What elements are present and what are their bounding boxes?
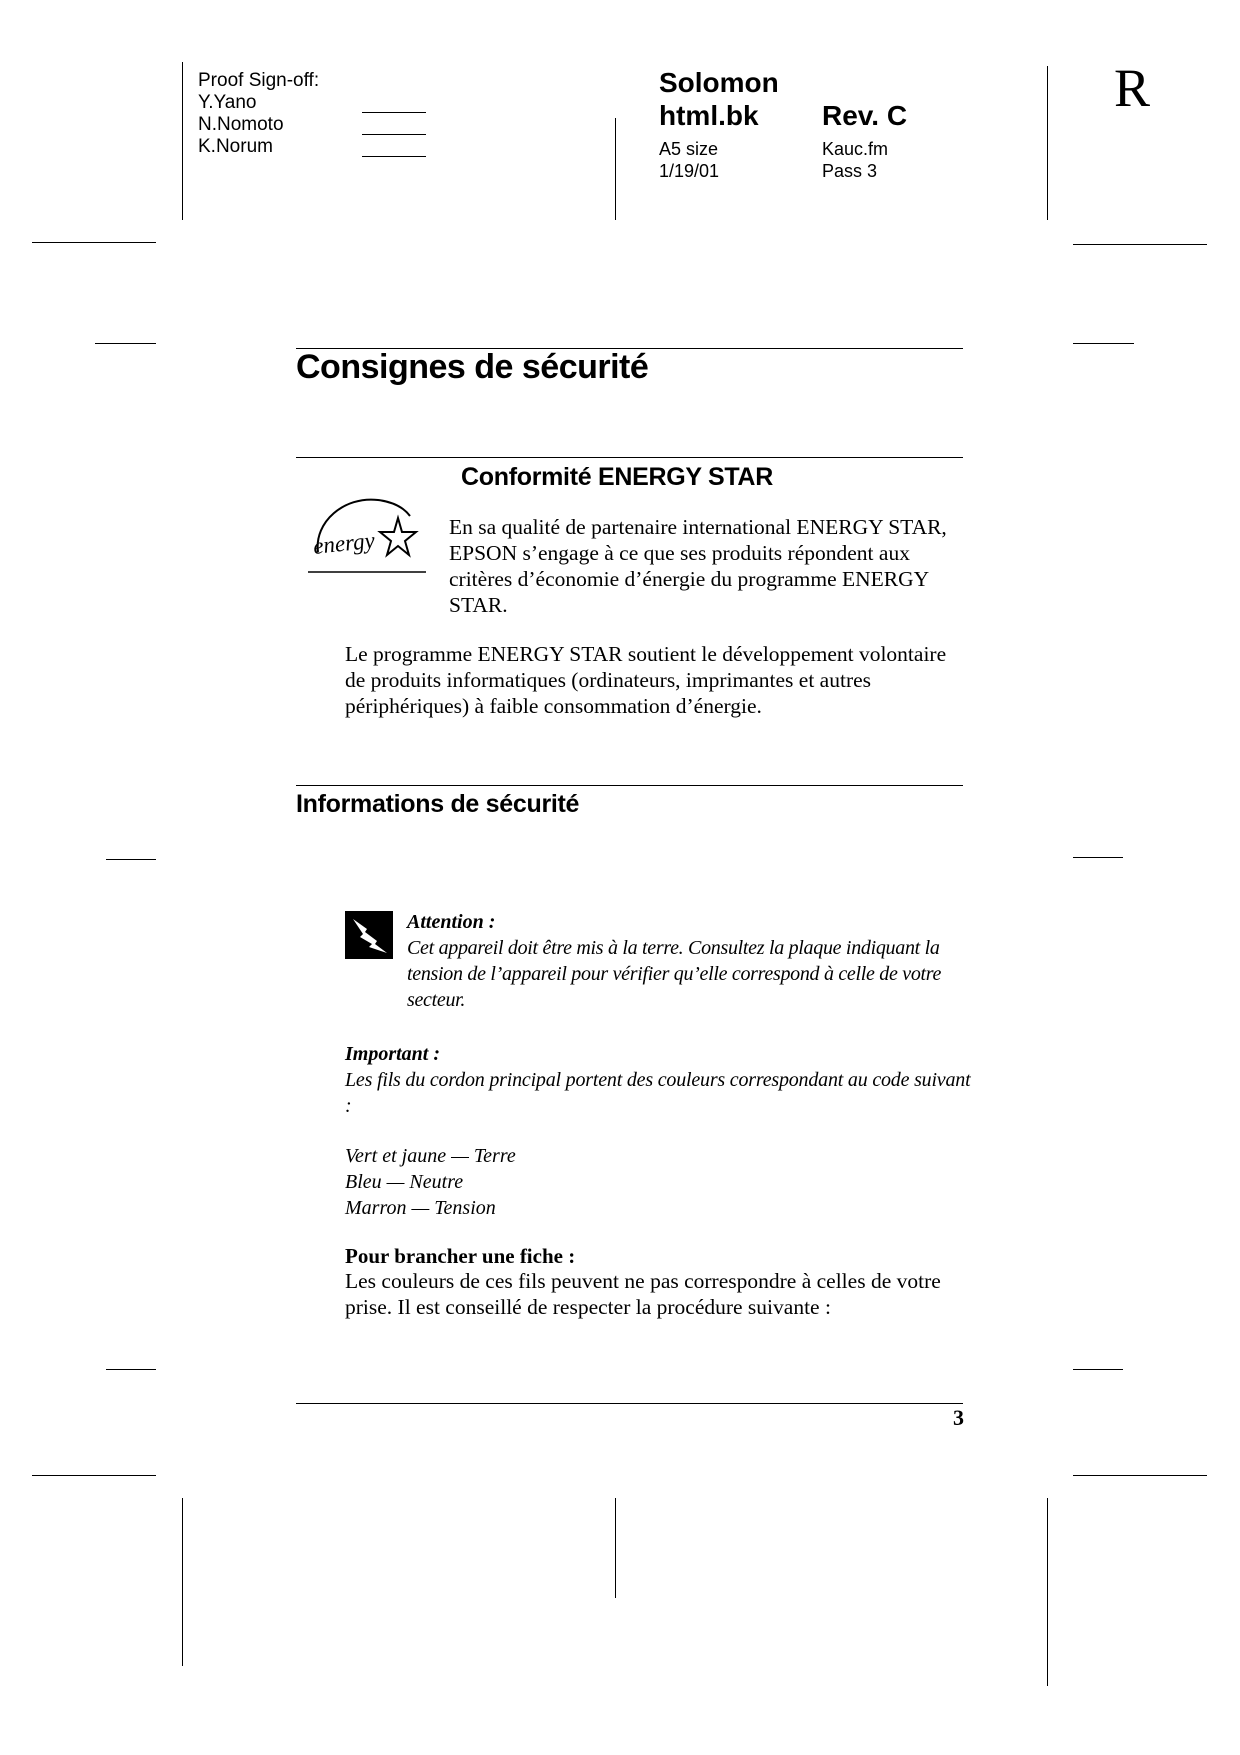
energy-partner-text: En sa qualité de partenaire international ENERGY STAR, EPSON s’engage à ce que ses produits répondent aux critères d’économie d’énergie du programme ENERGY STAR. (449, 515, 947, 617)
section-rule (296, 457, 963, 458)
lightning-warning-icon (345, 911, 393, 959)
crop-mark (32, 242, 156, 243)
lightning-warning-icon-graphic (345, 911, 393, 959)
safety-heading: Informations de sécurité (296, 790, 580, 818)
proof-signoff-label: Proof Sign-off: (198, 70, 320, 91)
proof-signoff (198, 70, 319, 158)
warning-body: Cet appareil doit être mis à la terre. Consultez la plaque indiquant la tension de l’appareil pour vérifier qu’elle correspond à celle de votre secteur. (407, 937, 942, 1011)
header-divider-right (1047, 66, 1048, 220)
crop-mark (1073, 1475, 1207, 1476)
crop-mark (95, 343, 156, 344)
footer-rule (296, 1403, 963, 1404)
crop-mark (1073, 1369, 1123, 1370)
header-file: Kauc.fm (822, 139, 889, 159)
crop-mark (1047, 1498, 1048, 1686)
warning-title: Attention : (407, 911, 496, 933)
crop-mark (615, 1498, 616, 1598)
energy-star-logo (306, 492, 428, 578)
crop-mark (182, 1498, 183, 1666)
signoff-line (362, 134, 426, 135)
header-title-line2: html.bk (659, 100, 759, 131)
energy-logo-text: energy (311, 527, 376, 559)
header-pass: Pass 3 (822, 161, 878, 181)
color-code-item: Bleu — Neutre (345, 1171, 464, 1193)
plug-title: Pour brancher une fiche : (345, 1244, 576, 1268)
energy-star-logo-graphic (306, 492, 428, 578)
color-code-list (345, 1143, 516, 1221)
proof-name: K.Norum (198, 136, 273, 157)
crop-mark (1073, 857, 1123, 858)
section-rule (296, 785, 963, 786)
page-number: 3 (953, 1405, 964, 1430)
page-title: Consignes de sécurité (296, 348, 649, 386)
crop-mark (1073, 244, 1207, 245)
crop-mark (106, 1369, 156, 1370)
proof-name: Y.Yano (198, 92, 257, 113)
header-title-line1: Solomon (659, 67, 779, 98)
crop-mark (106, 859, 156, 860)
energy-program-text: Le programme ENERGY STAR soutient le développement volontaire de produits informatiques (ordinateurs, imprimantes et autres périphériques) à faible consommation d’énergie. (345, 642, 947, 718)
important-body: Les fils du cordon principal portent des couleurs correspondant au code suivant : (345, 1069, 971, 1117)
color-code-item: Vert et jaune — Terre (345, 1145, 516, 1167)
proof-name: N.Nomoto (198, 114, 284, 135)
header-divider-middle (615, 118, 616, 220)
plug-body: Les couleurs de ces fils peuvent ne pas correspondre à celles de votre prise. Il est conseillé de respecter la procédure suivante : (345, 1269, 941, 1319)
important-title: Important : (345, 1043, 441, 1065)
corner-letter: R (1114, 58, 1151, 118)
crop-mark (1073, 343, 1134, 344)
energy-star-heading: Conformité ENERGY STAR (461, 463, 773, 491)
signoff-line (362, 156, 426, 157)
signoff-line (362, 112, 426, 113)
crop-mark (32, 1475, 156, 1476)
header-divider-left (182, 62, 183, 220)
header-size: A5 size (659, 139, 719, 159)
color-code-item: Marron — Tension (345, 1197, 496, 1219)
header-revision: Rev. C (822, 100, 908, 131)
header-date: 1/19/01 (659, 161, 720, 181)
